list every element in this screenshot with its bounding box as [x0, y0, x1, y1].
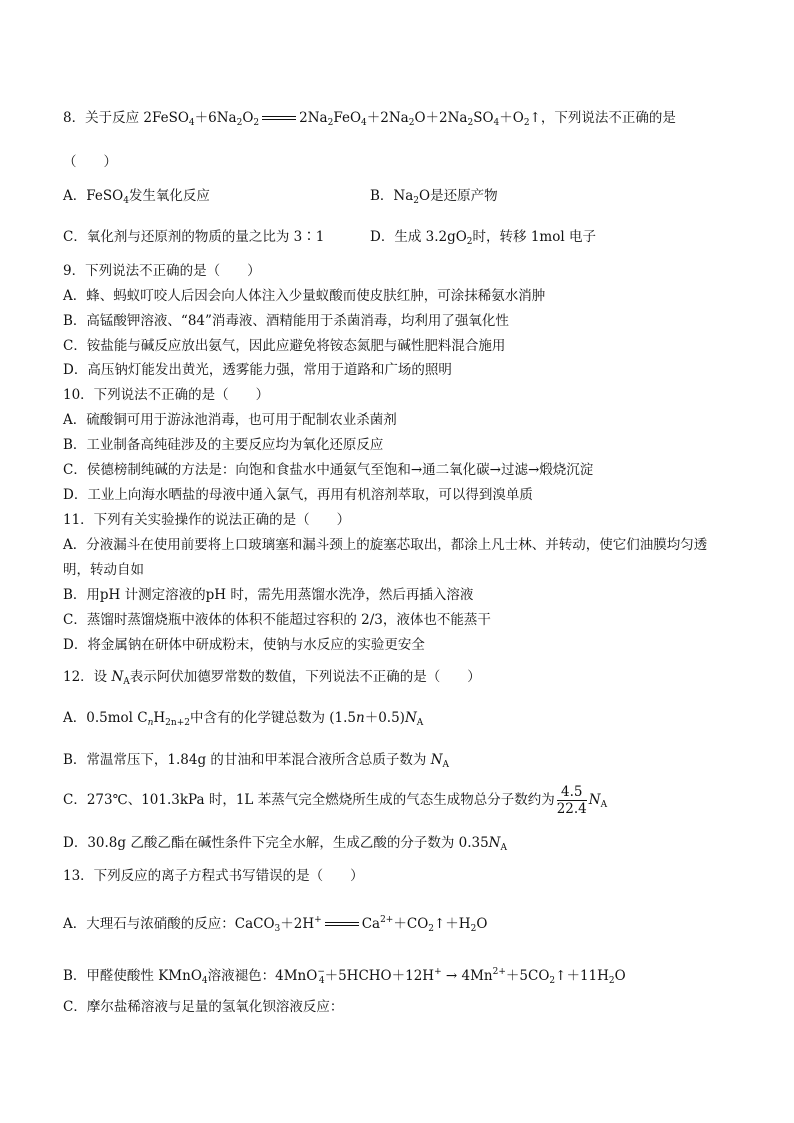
q10-stem: 10．下列说法不正确的是（ ）: [63, 387, 270, 403]
q11-option-a-line1: A．分液漏斗在使用前要将上口玻璃塞和漏斗颈上的旋塞芯取出，都涂上凡士林、并转动，使它们油膜均匀透: [63, 537, 708, 553]
q8-option-d: D．生成 $3.2gO_2$时，转移 1mol 电子: [370, 229, 596, 247]
q9-option-b: B．高锰酸钾溶液、“84”消毒液、酒精能用于杀菌消毒，均利用了强氧化性: [63, 313, 509, 329]
q12-stem: 12．设 $N_A$表示阿伏加德罗常数的数值，下列说法不正确的是（ ）: [63, 669, 481, 687]
q11-option-d: D．将金属钠在研体中研成粉末，使钠与水反应的实验更安全: [63, 637, 425, 653]
q8-option-b: B．$Na_2O$是还原产物: [370, 188, 498, 206]
q13-option-a: A．大理石与浓硝酸的反应：CaCO$_3$＋2H+ $Ca^{2+}+CO_2↑+H_2O$: [63, 915, 488, 934]
equals-sign: [325, 919, 359, 923]
q9-option-a: A．蜂、蚂蚁叮咬人后因会向人体注入少量蚁酸而使皮肤红肿，可涂抹稀氨水消肿: [63, 288, 546, 304]
q13-stem: 13．下列反应的离子方程式书写错误的是（ ）: [63, 868, 364, 884]
q11-option-c: C．蒸馏时蒸馏烧瓶中液体的体积不能超过容积的 2/3，液体也不能蒸干: [63, 612, 491, 628]
q12-option-a: A．0.5mol $C_nH_{2n+2}$中含有的化学键总数为 $(1.5n+0.5)N_A$: [63, 710, 424, 728]
q12-option-b: B．常温常压下，1.84g 的甘油和甲苯混合液所含总质子数为 $N_A$: [63, 752, 450, 770]
q11-stem: 11．下列有关实验操作的说法正确的是（ ）: [63, 512, 351, 528]
q10-option-b: B．工业制备高纯硅涉及的主要反应均为氧化还原反应: [63, 437, 384, 453]
q10-option-c: C．侯德榜制纯碱的方法是：向饱和食盐水中通氨气至饱和→通二氧化碳→过滤→煅烧沉淀: [63, 462, 594, 478]
q8-option-a: A．FeSO$_4$发生氧化反应: [63, 188, 210, 206]
fraction: $\frac{4.5}{22.4}$: [556, 784, 587, 817]
q8-stem: 8．关于反应 $2FeSO_4+6Na_2O_2$ $2Na_2FeO_4+2Na_2O+2Na_2SO_4+O_2↑$，下列说法不正确的是: [63, 110, 676, 128]
q12-option-c: C．273℃、101.3kPa 时，1L 苯蒸气完全燃烧所生成的气态生成物总分子数约为 $\frac{4.5}{22.4}$ $N_A$: [63, 784, 608, 817]
q9-option-d: D．高压钠灯能发出黄光，透雾能力强，常用于道路和广场的照明: [63, 362, 452, 378]
q11-option-b: B．用pH 计测定溶液的pH 时，需先用蒸馏水洗净，然后再插入溶液: [63, 587, 474, 603]
q13-option-b: B．甲醛使酸性 KMnO$_4$溶液褪色：4MnO−$_4$＋5HCHO＋12H+ → $4Mn^{2+}+5CO_2↑+11H_2O$: [63, 967, 626, 986]
q12-option-d: D．30.8g 乙酸乙酯在碱性条件下完全水解，生成乙酸的分子数为 $0.35N_A$: [63, 835, 507, 853]
q9-option-c: C．铵盐能与碱反应放出氨气，因此应避免将铵态氮肥与碱性肥料混合施用: [63, 338, 506, 354]
q10-option-a: A．硫酸铜可用于游泳池消毒，也可用于配制农业杀菌剂: [63, 412, 397, 428]
q13-option-c: C．摩尔盐稀溶液与足量的氢氧化钡溶液反应：: [63, 999, 344, 1015]
q9-stem: 9．下列说法不正确的是（ ）: [63, 263, 261, 279]
q8-blank: （ ）: [63, 154, 117, 170]
q8-option-c: C．氧化剂与还原剂的物质的量之比为 3∶1: [63, 229, 325, 245]
q11-option-a-line2: 明，转动自如: [63, 562, 144, 578]
equals-sign: [262, 113, 296, 117]
q10-option-d: D．工业上向海水晒盐的母液中通入氯气，再用有机溶剂萃取，可以得到溴单质: [63, 487, 533, 503]
